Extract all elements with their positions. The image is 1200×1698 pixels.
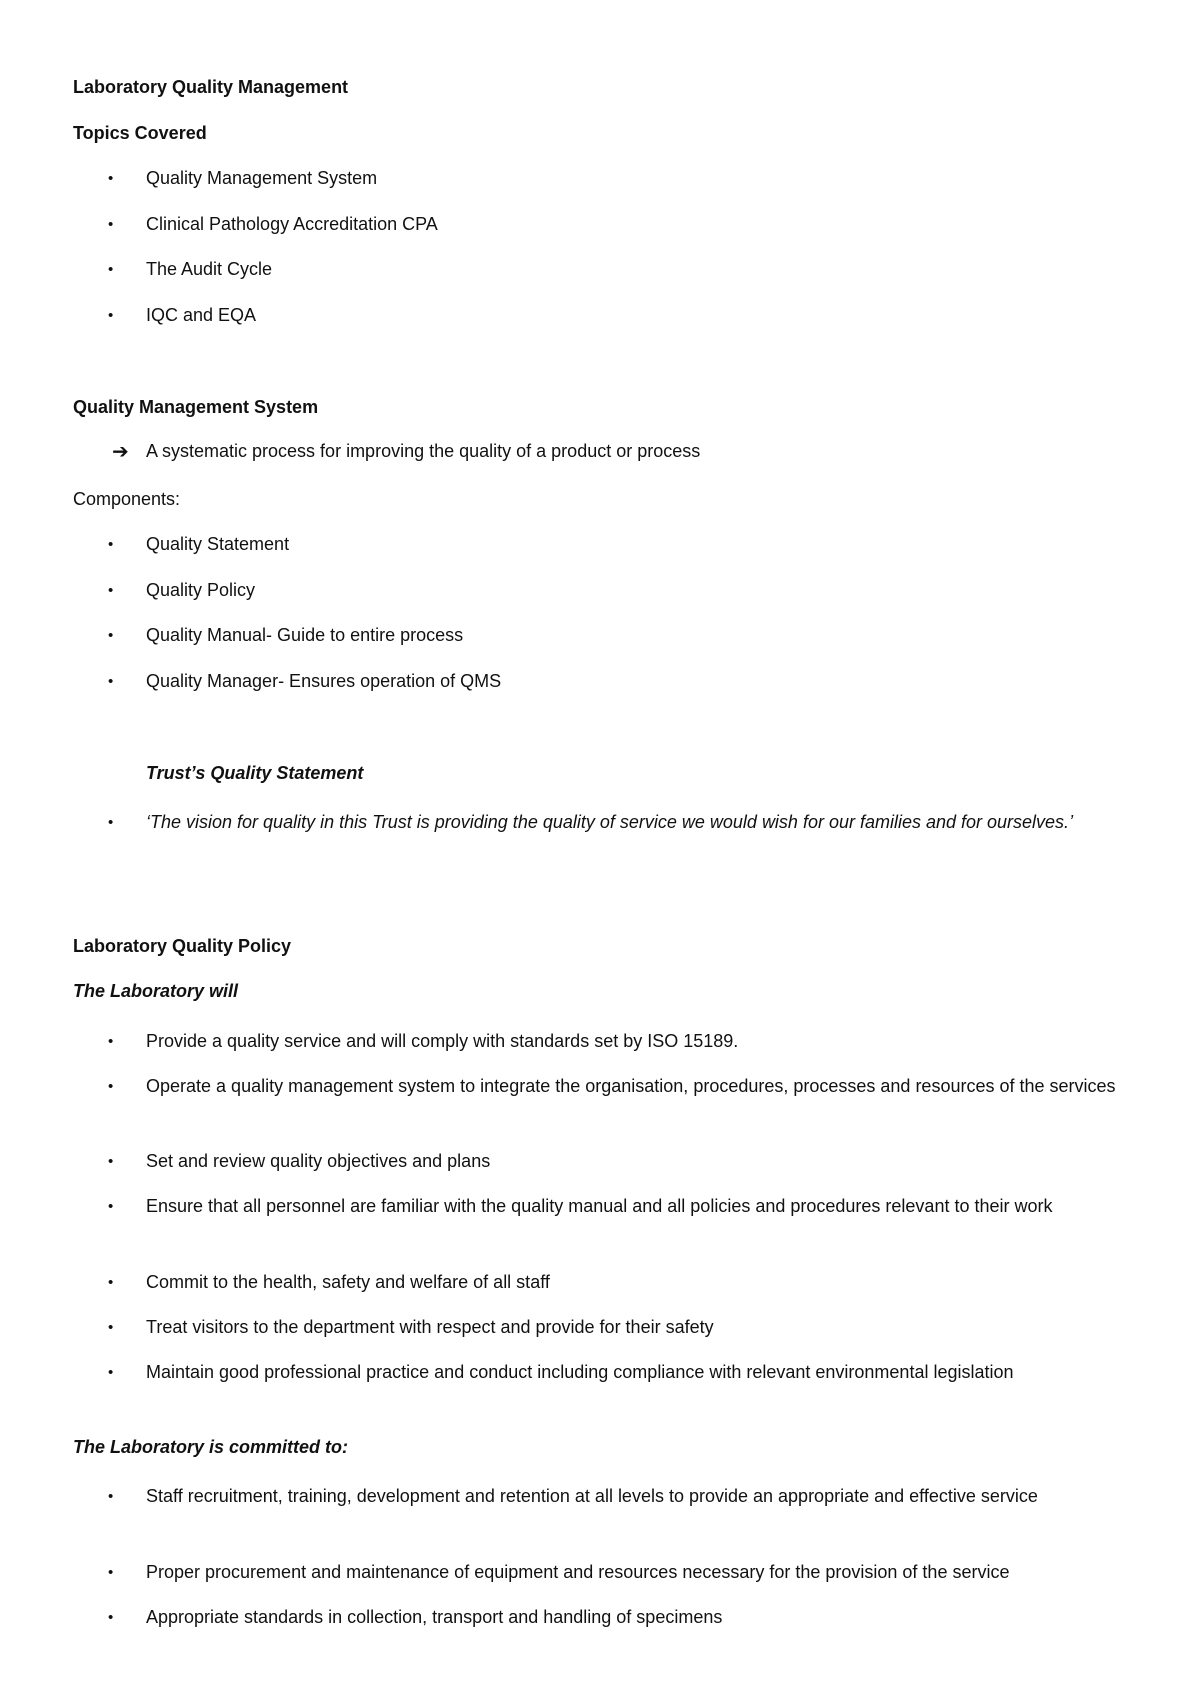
list-item: IQC and EQA	[146, 305, 257, 325]
bullet-icon: •	[108, 307, 114, 324]
bullet-icon: •	[108, 216, 114, 233]
list-item: Clinical Pathology Accreditation CPA	[146, 214, 438, 234]
bullet-icon: •	[108, 536, 114, 553]
list-item: The Audit Cycle	[146, 259, 273, 279]
bullet-icon: •	[108, 1609, 114, 1626]
bullet-icon: •	[108, 582, 114, 599]
bullet-icon: •	[108, 814, 114, 831]
policy-heading: Laboratory Quality Policy	[73, 936, 292, 956]
list-item: Quality Manual- Guide to entire process	[146, 625, 464, 645]
list-item: Quality Manager- Ensures operation of QMS	[146, 671, 502, 691]
bullet-icon: •	[108, 170, 114, 187]
trust-statement: ‘The vision for quality in this Trust is providing the quality of service we would wish for our families and for ourselves.’	[146, 812, 1074, 832]
bullet-icon: •	[108, 261, 114, 278]
list-item: Treat visitors to the department with respect and provide for their safety	[146, 1317, 714, 1337]
will-label: The Laboratory will	[73, 981, 239, 1001]
bullet-icon: •	[108, 673, 114, 690]
list-item: Provide a quality service and will comply with standards set by ISO 15189.	[146, 1031, 739, 1051]
list-item: Staff recruitment, training, development and retention at all levels to provide an appropriate and effective service	[146, 1486, 1038, 1506]
bullet-icon: •	[108, 1078, 114, 1095]
bullet-icon: •	[108, 1564, 114, 1581]
bullet-icon: •	[108, 1033, 114, 1050]
list-item: Quality Management System	[146, 168, 378, 188]
list-item: Maintain good professional practice and conduct including compliance with relevant environmental legislation	[146, 1362, 1014, 1382]
bullet-icon: •	[108, 627, 114, 644]
qms-heading: Quality Management System	[73, 397, 319, 417]
bullet-icon: •	[108, 1153, 114, 1170]
bullet-icon: •	[108, 1274, 114, 1291]
list-item: Ensure that all personnel are familiar with the quality manual and all policies and procedures relevant to their work	[146, 1196, 1053, 1216]
bullet-icon: •	[108, 1364, 114, 1381]
list-item: Set and review quality objectives and plans	[146, 1151, 491, 1171]
list-item: Operate a quality management system to integrate the organisation, procedures, processes and resources of the services	[146, 1076, 1116, 1096]
bullet-icon: •	[108, 1488, 114, 1505]
trust-heading: Trust’s Quality Statement	[146, 763, 364, 783]
list-item: Commit to the health, safety and welfare of all staff	[146, 1272, 550, 1292]
qms-definition: A systematic process for improving the quality of a product or process	[146, 441, 701, 461]
arrow-right-icon: ➔	[112, 441, 129, 463]
list-item: Appropriate standards in collection, transport and handling of specimens	[146, 1607, 723, 1627]
components-label: Components:	[73, 489, 181, 509]
topics-heading: Topics Covered	[73, 123, 207, 143]
bullet-icon: •	[108, 1198, 114, 1215]
list-item: Quality Statement	[146, 534, 290, 554]
list-item: Proper procurement and maintenance of equipment and resources necessary for the provision of the service	[146, 1562, 1010, 1582]
committed-label: The Laboratory is committed to:	[73, 1437, 349, 1457]
bullet-icon: •	[108, 1319, 114, 1336]
list-item: Quality Policy	[146, 580, 256, 600]
document-title: Laboratory Quality Management	[73, 77, 349, 97]
